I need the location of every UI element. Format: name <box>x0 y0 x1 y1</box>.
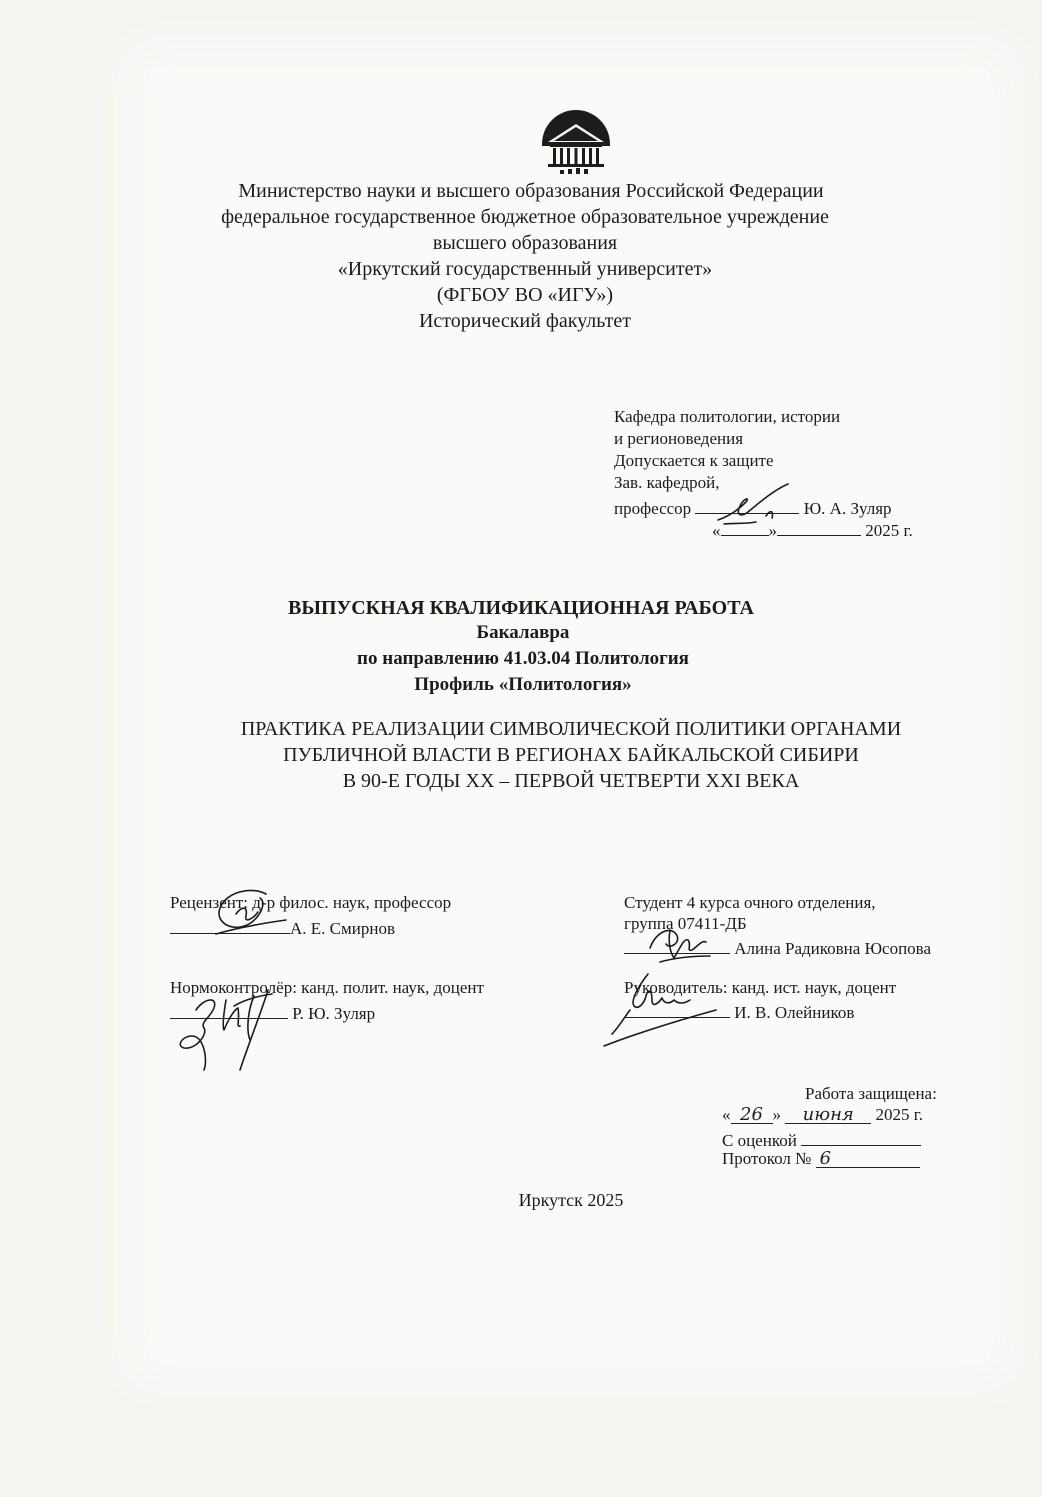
approval-date-close: » <box>768 521 777 540</box>
reviewer-signature <box>196 884 296 944</box>
student-name: Алина Радиковна Юсопова <box>734 939 932 958</box>
head-label: Зав. кафедрой, <box>614 473 720 492</box>
reviewer-name: А. Е. Смирнов <box>290 919 395 938</box>
university-name: «Иркутский государственный университет» <box>337 258 713 280</box>
defense-date <box>722 1105 923 1125</box>
head-signature <box>700 480 810 530</box>
work-degree: Бакалавра <box>476 622 570 643</box>
normcontrol-label: Нормоконтролёр: канд. полит. наук, доцент <box>170 978 484 997</box>
defense-year: 2025 г. <box>875 1105 924 1124</box>
faculty-name: Исторический факультет <box>418 310 632 332</box>
university-abbr: (ФГБОУ ВО «ИГУ») <box>436 284 614 306</box>
head-position: профессор <box>614 499 692 518</box>
defense-month: июня <box>785 1105 871 1124</box>
grade-label: С оценкой <box>722 1131 797 1150</box>
institution-line-1: федеральное государственное бюджетное образовательное учреждение <box>221 206 829 228</box>
normcontrol-name: Р. Ю. Зуляр <box>292 1004 376 1023</box>
grade-blank <box>801 1127 921 1146</box>
institution-line-2: высшего образования <box>432 232 618 254</box>
approval-year: 2025 г. <box>865 521 913 540</box>
defense-label: Работа защищена: <box>805 1084 937 1103</box>
thesis-title-line-1: ПРАКТИКА РЕАЛИЗАЦИИ СИМВОЛИЧЕСКОЙ ПОЛИТИКИ ОРГАНАМИ <box>240 718 902 740</box>
department-line-1: Кафедра политологии, истории <box>614 407 841 426</box>
defense-day: 26 <box>731 1105 773 1124</box>
work-direction: по направлению 41.03.04 Политология <box>357 648 689 669</box>
ministry-line: Министерство науки и высшего образования Российской Федерации <box>238 180 824 202</box>
defense-close-quote: » <box>772 1105 781 1124</box>
normcontrol-signature <box>174 970 294 1080</box>
admitted-label: Допускается к защите <box>614 451 774 470</box>
university-emblem <box>536 96 616 176</box>
protocol-line <box>722 1149 920 1169</box>
student-group: группа 07411-ДБ <box>624 914 747 933</box>
protocol-number: 6 <box>816 1149 920 1168</box>
protocol-label: Протокол № <box>722 1149 812 1168</box>
supervisor-signature <box>600 960 720 1050</box>
approval-date-open: « <box>712 521 721 540</box>
supervisor-name: И. В. Олейников <box>734 1003 855 1022</box>
thesis-title-line-2: ПУБЛИЧНОЙ ВЛАСТИ В РЕГИОНАХ БАЙКАЛЬСКОЙ СИБИРИ <box>283 744 859 766</box>
work-profile: Профиль «Политология» <box>414 674 632 695</box>
supervisor-label: Руководитель: канд. ист. наук, доцент <box>624 978 897 997</box>
reviewer-label: Рецензент: д-р филос. наук, профессор <box>170 893 452 912</box>
thesis-title-line-3: В 90-Е ГОДЫ XX – ПЕРВОЙ ЧЕТВЕРТИ XXI ВЕКА <box>342 770 800 792</box>
defense-open-quote: « <box>722 1105 731 1124</box>
student-course: Студент 4 курса очного отделения, <box>624 893 876 912</box>
head-name: Ю. А. Зуляр <box>803 499 892 518</box>
work-type: ВЫПУСКНАЯ КВАЛИФИКАЦИОННАЯ РАБОТА <box>288 597 754 619</box>
city-year: Иркутск 2025 <box>518 1190 624 1210</box>
department-line-2: и регионоведения <box>614 429 744 448</box>
